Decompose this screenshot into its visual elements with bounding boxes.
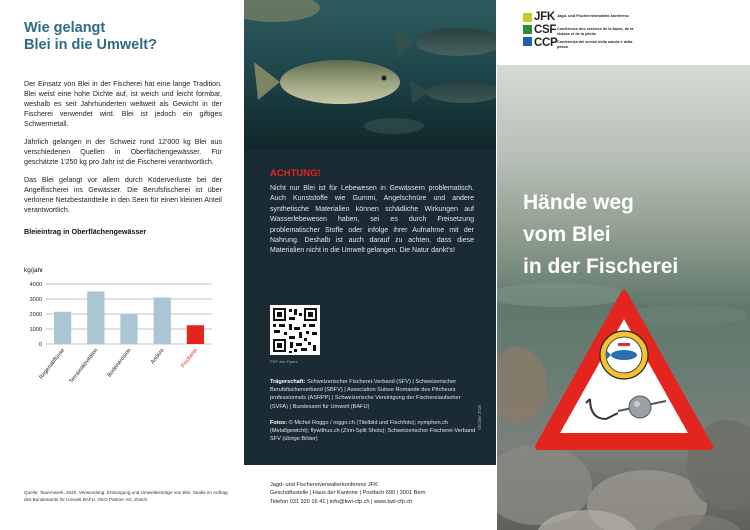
address-line-1: Jagd- und Fischereiverwalterkonferenz JFK <box>270 482 378 488</box>
logo-square-jfk <box>523 13 532 22</box>
logo-abbr-csf: CSF <box>534 24 557 36</box>
chart-ytick-label: 4000 <box>29 282 42 288</box>
logo-square-csf <box>523 25 532 34</box>
middle-panel <box>244 0 496 530</box>
right-panel <box>497 0 750 530</box>
warning-text: Nicht nur Blei ist für Lebewesen in Gewässern problematisch. Auch Kunststoffe wie Gummi, Angelschnüre und andere synthetische Materialien können schädliche Wirkungen auf Wasserlebewesen haben, sei es durch Freisetzung problematischer Stoffe oder infolge ihrer Aufnahme mit der Nahrung. Deshalb ist auch darauf zu achten, dass diese Materialien nicht in die Umwelt gelangen. Die Natur dankt's! <box>270 185 474 255</box>
logo-desc-csf: Conférence des services de la faune, de la chasse et de la pêche <box>557 27 634 36</box>
fotos-text: © Michel Roggo / roggo.ch (Titelbild und Fischfoto); nymphen.ch (Metallgewicht); flywithus.ch (Zinn-Split Shots); Schweizerischer Fischerei-Verband SFV (übrige Bilder) <box>270 420 476 443</box>
headline <box>523 187 678 283</box>
paragraph-3: Das Blei gelangt vor allem durch Köderverluste bei der Angelfischerei ins Gewässer. Die Berufsfischerei ist über verlorene Netzbestandteile in den Seen für einen kleinen Anteil verantwortlich. <box>24 176 222 214</box>
headline-line-3: in der Fischerei <box>523 255 679 278</box>
chart-bar <box>187 325 204 344</box>
chart-title: Bleieintrag in Oberflächengewässer <box>24 227 147 236</box>
logo-abbr-ccp: CCP <box>534 37 558 49</box>
qr-code-icon <box>270 305 320 355</box>
logo-abbr-jfk: JFK <box>534 11 555 23</box>
warning-triangle-icon <box>534 287 714 457</box>
chart-ytick-label: 2000 <box>29 312 42 318</box>
chart-xtick-label: Regenabflüsse <box>38 347 67 381</box>
qr-code[interactable] <box>270 305 320 355</box>
publication-date: Oktober 2020 <box>477 404 482 430</box>
traeger-text: Schweizerischer Fischerei-Verband (SFV) | Schweizerischer Berufsfischerverband (SBFV) | Association Suisse Romande des Pêcheurs professionnels (ASRPP) | Schweizerische Vereinigung der Fischereiaufseher (SVFA) | Bundesamt für Umwelt (BAFU) <box>270 379 461 410</box>
chart-ytick-label: 3000 <box>29 297 42 303</box>
address-block <box>244 465 496 530</box>
chart-ytick-label: 0 <box>38 342 42 348</box>
headline-line-2: vom Blei <box>523 223 611 246</box>
fishing-emblem-icon <box>600 331 648 379</box>
chart-xtick-label: Andere <box>149 347 166 366</box>
lead-input-bar-chart <box>16 262 216 432</box>
chart-xtick-label: Fischerei <box>180 347 199 370</box>
title-line-1: Wie gelangt <box>24 20 106 36</box>
chart-bar <box>54 312 71 344</box>
jfk-logo <box>497 0 750 65</box>
warning-title: ACHTUNG! <box>270 168 321 179</box>
chart-xtick-label: Bodenerosion <box>106 347 133 379</box>
fotos-label: Fotos: <box>270 420 288 427</box>
qr-caption: PDF des Flyers <box>270 359 298 364</box>
paragraph-2: Jährlich gelangen in der Schweiz rund 12'000 kg Blei aus verschiedenen Quellen in Oberflächengewässer. Für geschätzte 1'250 kg pro Jahr ist die Fischerei verantwortlich. <box>24 138 222 166</box>
chart-bar <box>154 298 171 345</box>
address-line-3: Telefon 031 320 16 41 | info@kwl-cfp.ch | www.kwl-cfp.ch <box>270 498 413 505</box>
logo-square-ccp <box>523 37 532 46</box>
traeger-label: Trägerschaft: <box>270 379 306 385</box>
left-panel <box>0 0 244 530</box>
left-title <box>24 20 222 54</box>
chart-bar <box>87 292 104 345</box>
paragraph-1: Der Einsatz von Blei in der Fischerei hat eine lange Tradition. Blei weist eine hohe Dichte auf, ist weich und leicht formbar, weshalb es seit Jahrhunderten weltweit als Gewicht in der Fischerei verwendet wird. Blei ist jedoch ein giftiges Schwermetall. <box>24 80 222 128</box>
chart-xtick-label: Terrainaktivitäten <box>68 347 100 385</box>
title-line-2: Blei in die Umwelt? <box>24 37 157 53</box>
logo-desc-jfk: Jagd- und Fischereiverwalter-konferenz <box>557 14 629 18</box>
address-line-2: Geschäftsstelle | Haus der Kantone | Postfach 690 | 3001 Bern <box>270 490 426 497</box>
headline-line-1: Hände weg <box>523 191 634 214</box>
fish-photo <box>244 0 496 150</box>
chart-bar <box>120 314 137 344</box>
fish-image <box>244 0 496 150</box>
credits <box>270 378 480 444</box>
source-note: Quelle: Tauernwerk, 2020. Verwendung, Entsorgung und Umwelteinträge von Blei. Studie im Auftrag des Bundesamts für Umwelt BAFU. GEO Partner AG, Zürich. <box>24 490 228 502</box>
chart-ytick-label: 1000 <box>29 327 42 333</box>
chart-ylabel: kg/jahr <box>24 267 44 274</box>
logo-desc-ccp: Conferenza dei servizi della caccia e della pesca <box>557 40 633 49</box>
